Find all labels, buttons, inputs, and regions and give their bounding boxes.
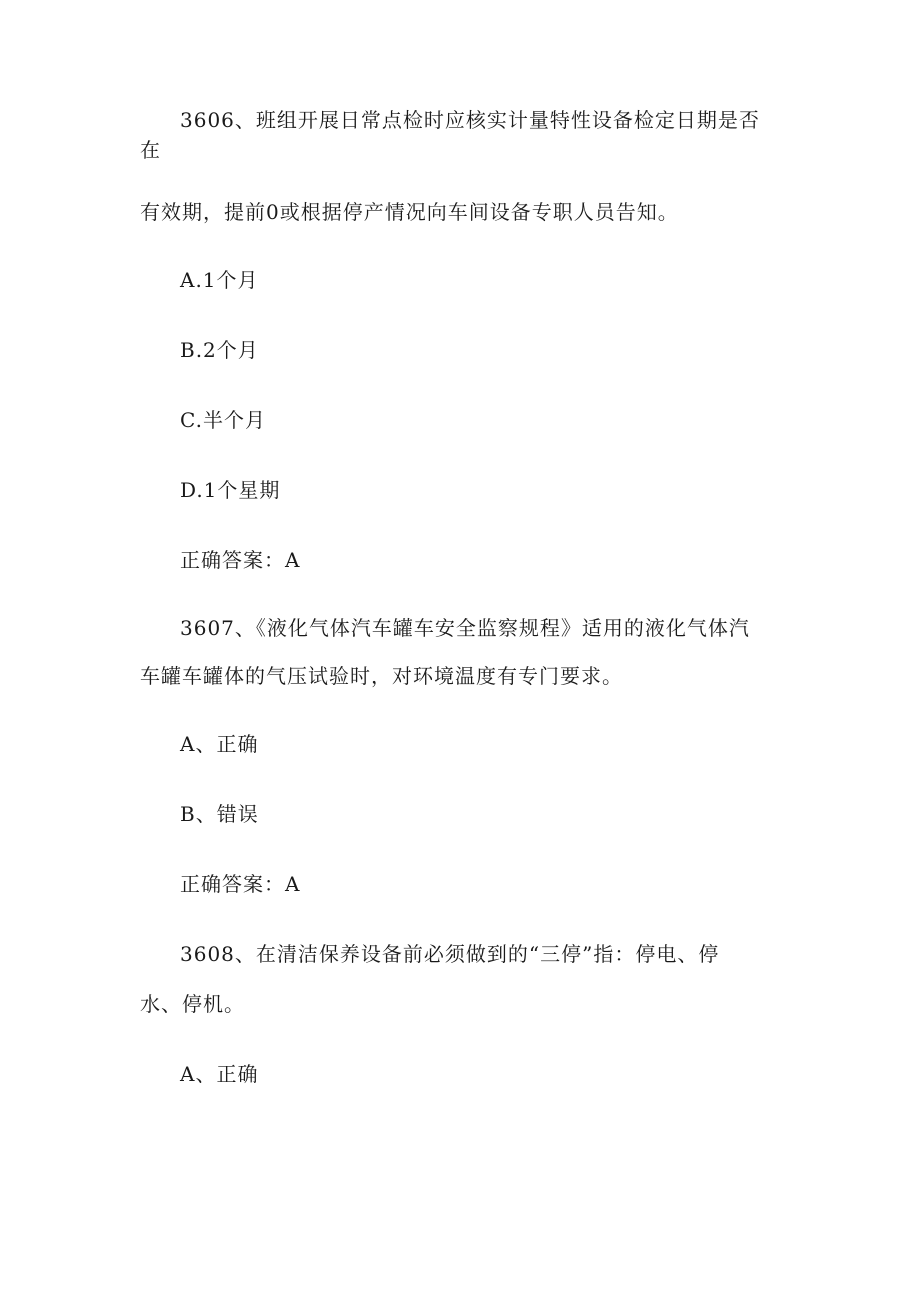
question-3607-option-a: A、正确 <box>180 732 259 756</box>
question-3606-stem-line-2: 在 <box>140 138 161 162</box>
question-3607-stem-line-2: 车罐车罐体的气压试验时，对环境温度有专门要求。 <box>140 664 623 688</box>
question-3606-option-a: A.1个月 <box>180 268 259 292</box>
question-3606-stem-line-3: 有效期，提前0或根据停产情况向车间设备专职人员告知。 <box>140 200 679 224</box>
question-3607-answer: 正确答案：A <box>180 872 301 896</box>
question-3608-option-a: A、正确 <box>180 1062 259 1086</box>
question-3606-stem-line-1: 3606、班组开展日常点检时应核实计量特性设备检定日期是否 <box>180 108 760 132</box>
question-3606-option-c: C.半个月 <box>180 408 266 432</box>
question-3606-option-d: D.1个星期 <box>180 478 281 502</box>
question-3608-stem-line-1: 3608、在清洁保养设备前必须做到的“三停”指：停电、停 <box>180 942 720 966</box>
question-3608-stem-line-2: 水、停机。 <box>140 992 245 1016</box>
question-3606-option-b: B.2个月 <box>180 338 259 362</box>
question-3607-stem-line-1: 3607、《液化气体汽车罐车安全监察规程》适用的液化气体汽 <box>180 616 750 640</box>
question-3607-option-b: B、错误 <box>180 802 259 826</box>
question-3606-answer: 正确答案：A <box>180 548 301 572</box>
